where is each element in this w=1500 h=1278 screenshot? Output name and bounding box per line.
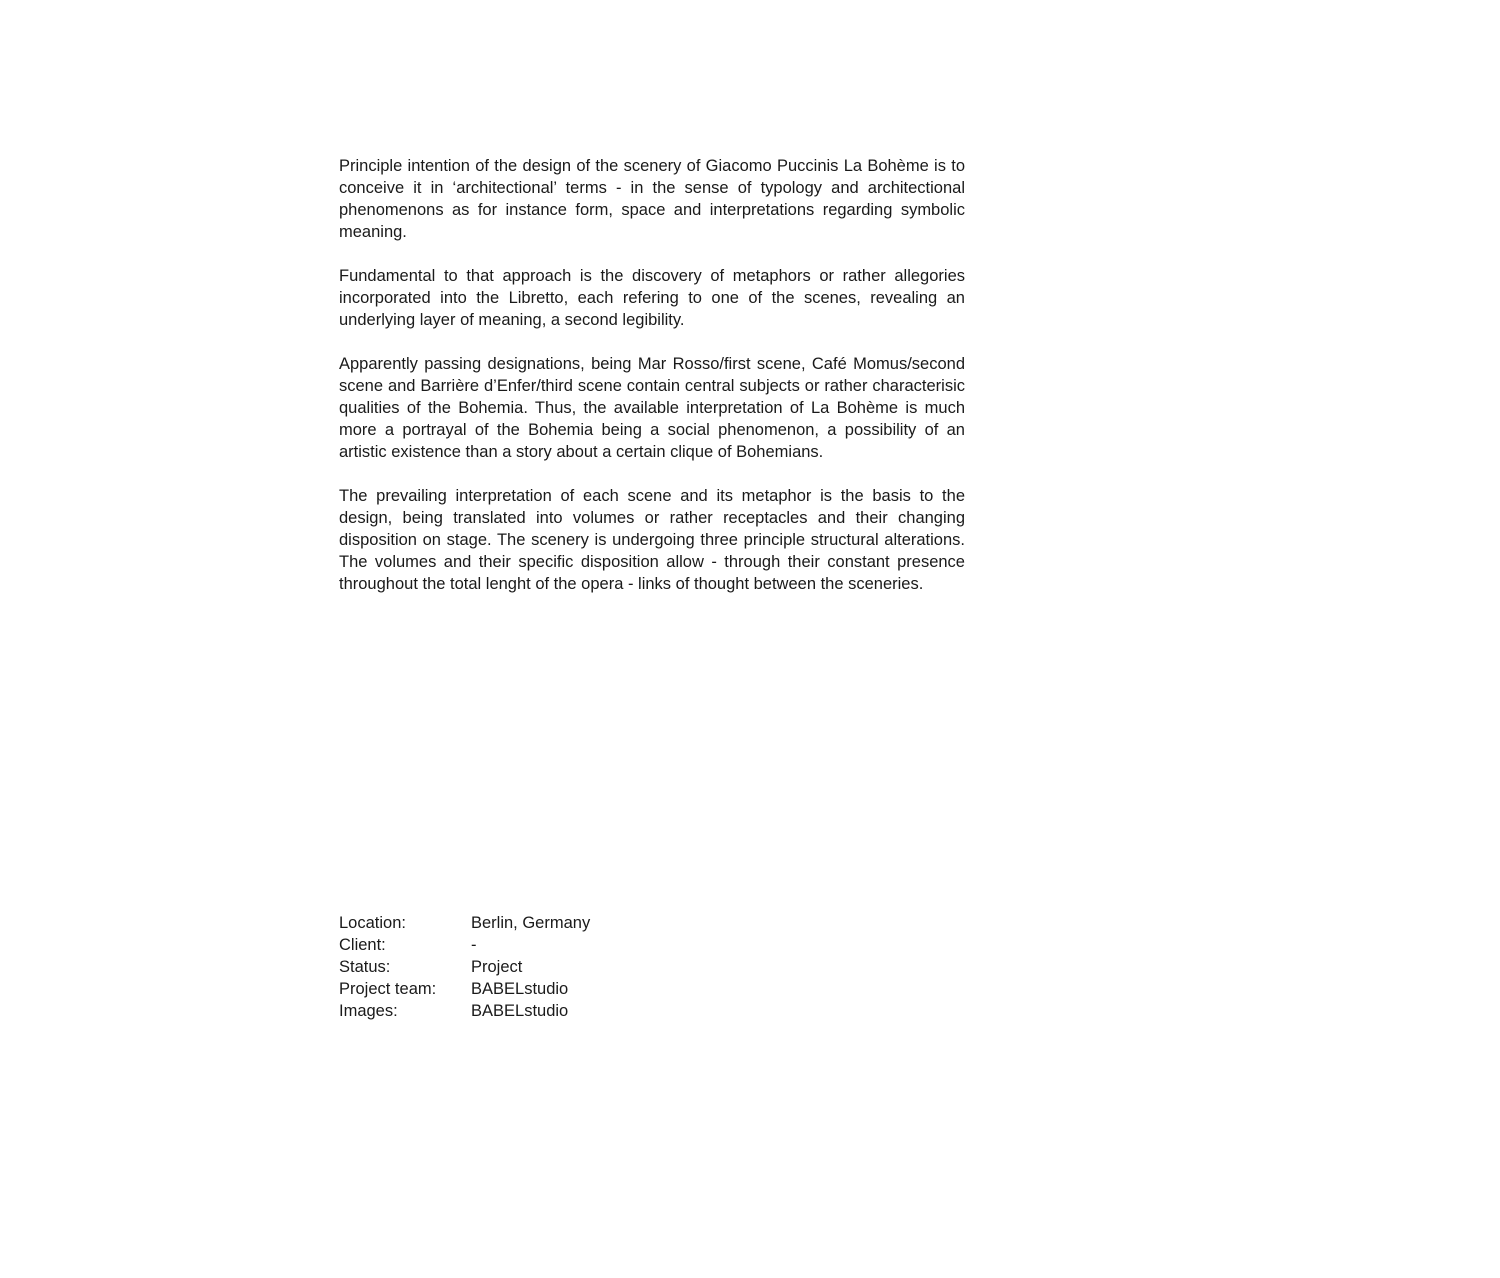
- info-label: Project team:: [339, 980, 437, 998]
- info-row-images: [339, 1000, 590, 1022]
- description-paragraph: Principle intention of the design of the scenery of Giacomo Puccinis La Bohème is to conceive it in ‘architectional’ terms - in the sense of typology and architectional phenomenons as for instance form, space and interpretations regarding symbolic meaning.: [339, 157, 965, 241]
- project-info-table: [339, 912, 590, 1022]
- description-paragraph: Apparently passing designations, being Mar Rosso/first scene, Café Momus/second scene and Barrière d’Enfer/third scene contain central subjects or rather characterisic qualities of the Bohemia. Thus, the available interpretation of La Bohème is much more a portrayal of the Bohemia being a social phenomenon, a possibility of an artistic existence than a story about a certain clique of Bohemians.: [339, 355, 965, 461]
- info-label: Client:: [339, 936, 386, 954]
- info-label: Status:: [339, 958, 391, 976]
- info-value: Project: [471, 958, 523, 976]
- info-value: Berlin, Germany: [471, 914, 591, 932]
- info-value: -: [471, 936, 477, 954]
- description-paragraph: Fundamental to that approach is the discovery of metaphors or rather allegories incorporated into the Libretto, each refering to one of the scenes, revealing an underlying layer of meaning, a second legibility.: [339, 267, 965, 329]
- info-label: Location:: [339, 914, 406, 932]
- description-paragraph: The prevailing interpretation of each scene and its metaphor is the basis to the design, being translated into volumes or rather receptacles and their changing disposition on stage. The scenery is undergoing three principle structural alterations. The volumes and their specific disposition allow - through their constant presence throughout the total lenght of the opera - links of thought between the sceneries.: [339, 487, 965, 593]
- info-value: BABELstudio: [471, 980, 569, 998]
- info-row-location: [339, 912, 590, 934]
- info-value: BABELstudio: [471, 1002, 569, 1020]
- project-description: [339, 155, 965, 595]
- info-row-client: [339, 934, 590, 956]
- info-row-project-team: [339, 978, 590, 1000]
- info-label: Images:: [339, 1002, 398, 1020]
- info-row-status: [339, 956, 590, 978]
